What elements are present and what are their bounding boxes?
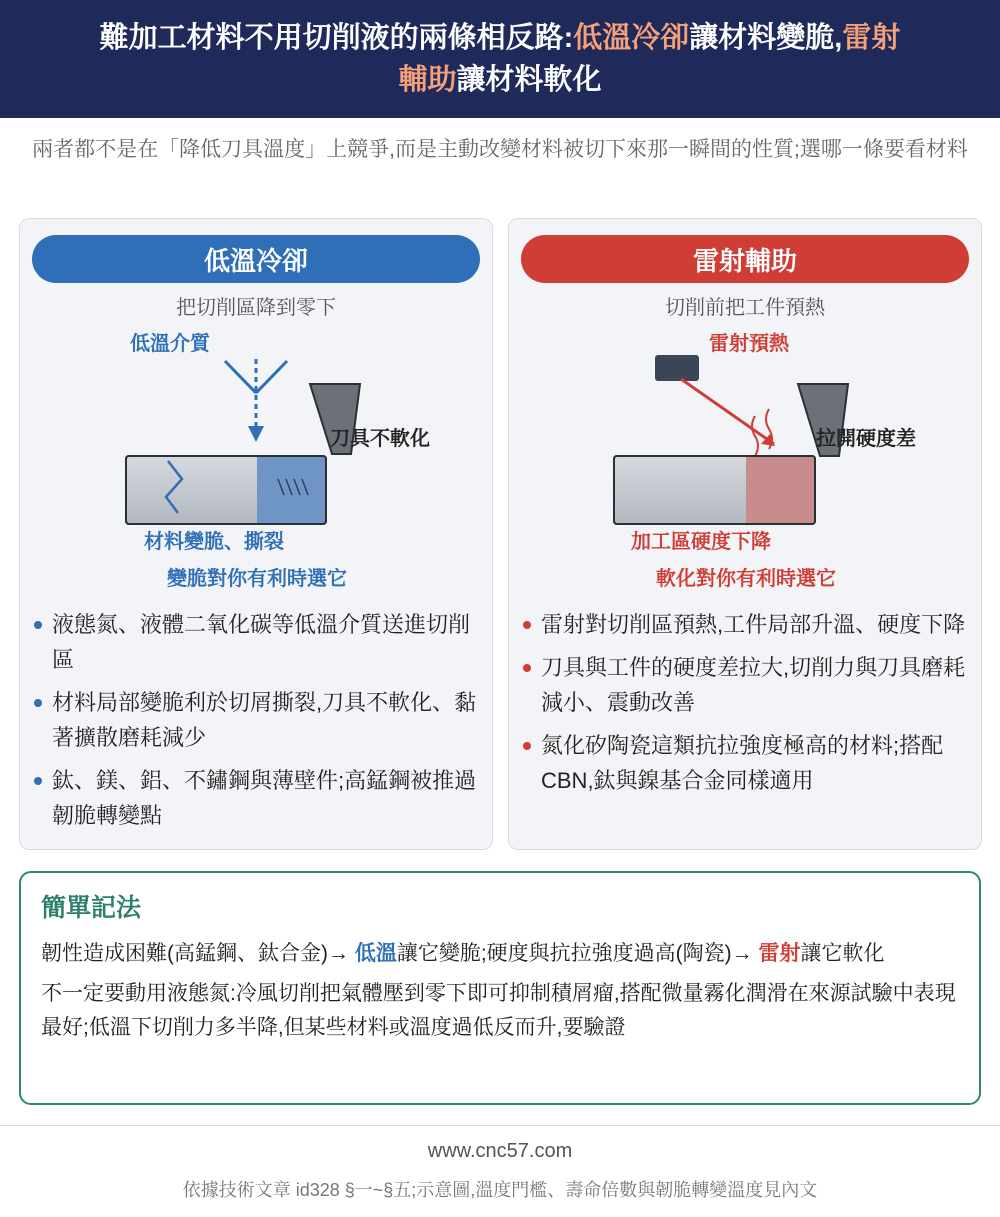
bullet-dot-icon	[523, 742, 531, 750]
laser-tool-label: 拉開硬度差	[816, 428, 916, 450]
title-text: 讓材料變脆,	[689, 22, 843, 54]
subtitle: 兩者都不是在「降低刀具溫度」上競爭,而是主動改變材料被切下來那一瞬間的性質;選哪一條要看材料	[32, 138, 968, 161]
laser-subtitle: 切削前把工件預熱	[665, 297, 825, 319]
laser-effect-label: 加工區硬度下降	[631, 531, 771, 553]
bullet-dot-icon	[34, 777, 42, 785]
cryo-medium-label: 低溫介質	[130, 333, 210, 355]
title-text: 讓材料軟化	[456, 64, 602, 96]
bullet-dot-icon	[523, 664, 531, 672]
keyword-laser: 雷射	[758, 942, 801, 965]
page-header	[0, 0, 1000, 118]
bullet-dot-icon	[34, 621, 42, 629]
list-item: 雷射對切削區預熱,工件局部升溫、硬度下降	[523, 607, 971, 642]
cryo-effect-label: 材料變脆、撕裂	[144, 531, 284, 553]
title-highlight-laser: 雷射	[842, 22, 901, 54]
cryo-diagram	[20, 319, 494, 599]
laser-diagram	[509, 319, 983, 599]
cryo-subtitle: 把切削區降到零下	[176, 297, 336, 319]
laser-when-label: 軟化對你有利時選它	[656, 568, 836, 590]
summary-box	[19, 871, 981, 1105]
title-line-1	[100, 17, 901, 59]
title-line-2	[398, 59, 601, 101]
title-highlight-laser: 輔助	[398, 64, 457, 96]
cryo-bullet-list	[34, 607, 482, 841]
list-item: 刀具與工件的硬度差拉大,切削力與刀具磨耗減小、震動改善	[523, 650, 971, 720]
list-item: 材料局部變脆利於切屑撕裂,刀具不軟化、黏著擴散磨耗減少	[34, 685, 482, 755]
laser-head-icon	[655, 355, 699, 381]
keyword-cryo: 低溫	[354, 942, 397, 965]
footer-divider	[0, 1125, 1000, 1126]
footer-note: 依據技術文章 id328 §一~§五;示意圖,溫度門檻、壽命倍數與韌脆轉變溫度見內文	[182, 1180, 818, 1200]
laser-label: 雷射預熱	[709, 333, 789, 355]
summary-paragraph-1: 韌性造成困難(高錳鋼、鈦合金)→ 低溫讓它變脆;硬度與抗拉強度過高(陶瓷)→ 雷射讓它軟化	[41, 942, 885, 965]
bullet-dot-icon	[523, 621, 531, 629]
cryo-tool-label: 刀具不軟化	[330, 428, 430, 450]
heated-zone	[746, 457, 814, 523]
list-item: 鈦、鎂、鋁、不鏽鋼與薄壁件;高錳鋼被推過韌脆轉變點	[34, 763, 482, 833]
summary-paragraph-2: 不一定要動用液態氮:冷風切削把氣體壓到零下即可抑制積屑瘤,搭配微量霧化潤滑在來源試驗中表現最好;低溫下切削力多半降,但某些材料或溫度過低反而升,要驗證	[41, 982, 956, 1039]
bullet-dot-icon	[34, 699, 42, 707]
cryo-arrow-head	[248, 426, 264, 442]
title-highlight-cryo: 低溫冷卻	[573, 22, 690, 54]
laser-beam	[681, 379, 774, 444]
laser-title: 雷射輔助	[521, 235, 969, 283]
list-item: 氮化矽陶瓷這類抗拉強度極高的材料;搭配 CBN,鈦與鎳基合金同樣適用	[523, 728, 971, 798]
laser-bullet-list	[523, 607, 971, 806]
cryo-zone	[257, 457, 325, 523]
cryo-panel	[19, 218, 493, 850]
laser-panel	[508, 218, 982, 850]
footer-url: www.cnc57.com	[427, 1140, 573, 1162]
title-text: 難加工材料不用切削液的兩條相反路:	[99, 22, 574, 54]
cryo-title: 低溫冷卻	[32, 235, 480, 283]
summary-title: 簡單記法	[41, 894, 142, 922]
list-item: 液態氮、液體二氧化碳等低溫介質送進切削區	[34, 607, 482, 677]
cryo-when-label: 變脆對你有利時選它	[167, 568, 347, 590]
